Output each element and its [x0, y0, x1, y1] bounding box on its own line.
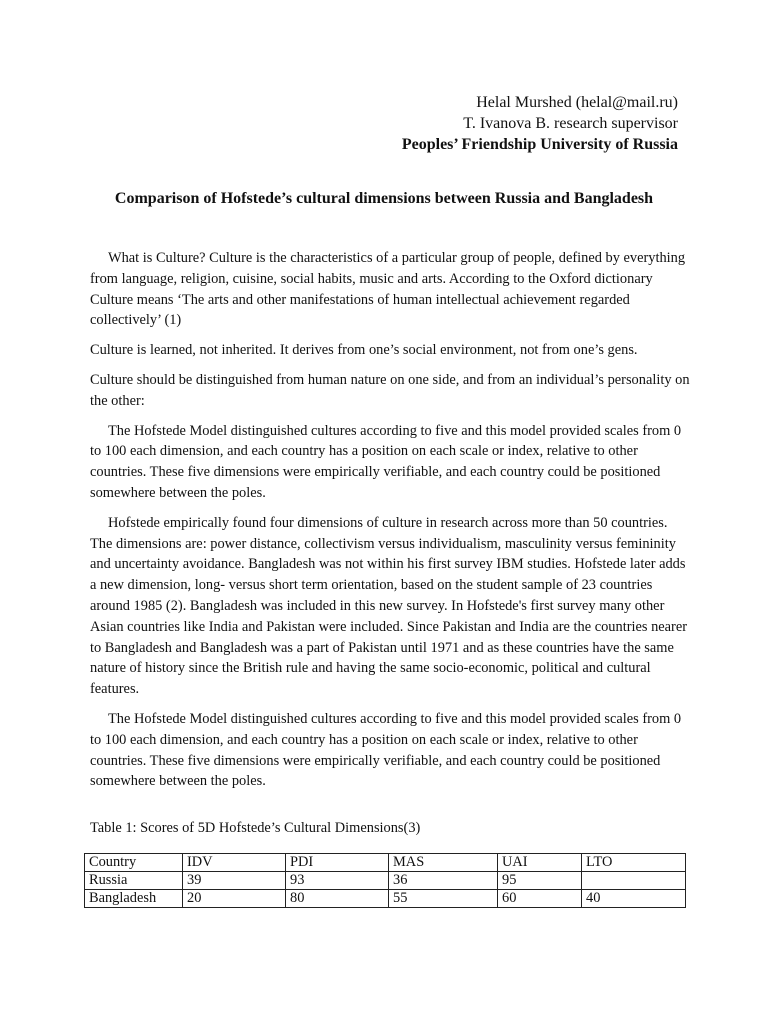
- paper-title: Comparison of Hofstede’s cultural dimensions between Russia and Bangladesh: [114, 190, 654, 207]
- table-header-row: [85, 854, 686, 872]
- table-header-cell: LTO: [582, 854, 686, 872]
- table-cell: Bangladesh: [85, 890, 183, 908]
- table-cell: 39: [183, 872, 286, 890]
- table-cell: 40: [582, 890, 686, 908]
- author-line: Helal Murshed (helal@mail.ru): [476, 94, 678, 111]
- table-cell: Russia: [85, 872, 183, 890]
- paragraph-hofstede-model-repeat: The Hofstede Model distinguished cultures according to five and this model provided scales from 0 to 100 each dimension, and each country has a position on each scale or index, relative to other countries. These five dimensions were empirically verifiable, and each country could be positioned somewhere between the poles.: [90, 710, 682, 790]
- university-line: Peoples’ Friendship University of Russia: [401, 136, 678, 153]
- table-cell: 60: [498, 890, 582, 908]
- table-header-cell: UAI: [498, 854, 582, 872]
- table-header-cell: PDI: [286, 854, 389, 872]
- table-cell: 55: [389, 890, 498, 908]
- table-header-cell: IDV: [183, 854, 286, 872]
- table-caption: Table 1: Scores of 5D Hofstede’s Cultural Dimensions(3): [90, 820, 421, 836]
- table-cell: 20: [183, 890, 286, 908]
- table-cell: 95: [498, 872, 582, 890]
- paragraph-hofstede-dimensions: Hofstede empirically found four dimensions of culture in research across more than 50 countries. The dimensions are: power distance, collectivism versus individualism, masculinity versus femininity and uncertainty avoidance. Bangladesh was not within his first survey IBM studies. Hofstede later adds a new dimension, long- versus short term orientation, based on the student sample of 23 countries around 1985 (2). Bangladesh was included in this new survey. In Hofstede's first survey many other Asian countries like India and Pakistan were included. Since Pakistan and India are the countries nearer to Bangladesh and Bangladesh was a part of Pakistan until 1971 and as these countries have the same nature of history since the British rule and having the same socio-economic, political and cultural features.: [90, 514, 688, 698]
- table-row: [85, 872, 686, 890]
- table-header-cell: Country: [85, 854, 183, 872]
- table-row: [85, 890, 686, 908]
- paragraph-culture-definition: What is Culture? Culture is the characteristics of a particular group of people, defined by everything from language, religion, cuisine, social habits, music and arts. According to the Oxford dictionary Culture means ‘The arts and other manifestations of human intellectual achievement regarded collectively’ (1): [90, 250, 686, 329]
- table-cell: 93: [286, 872, 389, 890]
- paragraph-culture-distinguished: Culture should be distinguished from human nature on one side, and from an individual’s personality on the other:: [90, 371, 690, 409]
- author-block: [402, 92, 678, 155]
- paragraph-culture-learned: Culture is learned, not inherited. It derives from one’s social environment, not from one’s gens.: [90, 342, 638, 359]
- table-cell: [582, 872, 686, 890]
- table-cell: 36: [389, 872, 498, 890]
- paragraph-hofstede-model: The Hofstede Model distinguished cultures according to five and this model provided scales from 0 to 100 each dimension, and each country has a position on each scale or index, relative to other countries. These five dimensions were empirically verifiable, and each country could be positioned somewhere between the poles.: [90, 422, 682, 501]
- scores-table: [84, 853, 686, 908]
- table-cell: 80: [286, 890, 389, 908]
- supervisor-line: T. Ivanova B. research supervisor: [463, 115, 678, 132]
- table-header-cell: MAS: [389, 854, 498, 872]
- body-text: [90, 248, 690, 801]
